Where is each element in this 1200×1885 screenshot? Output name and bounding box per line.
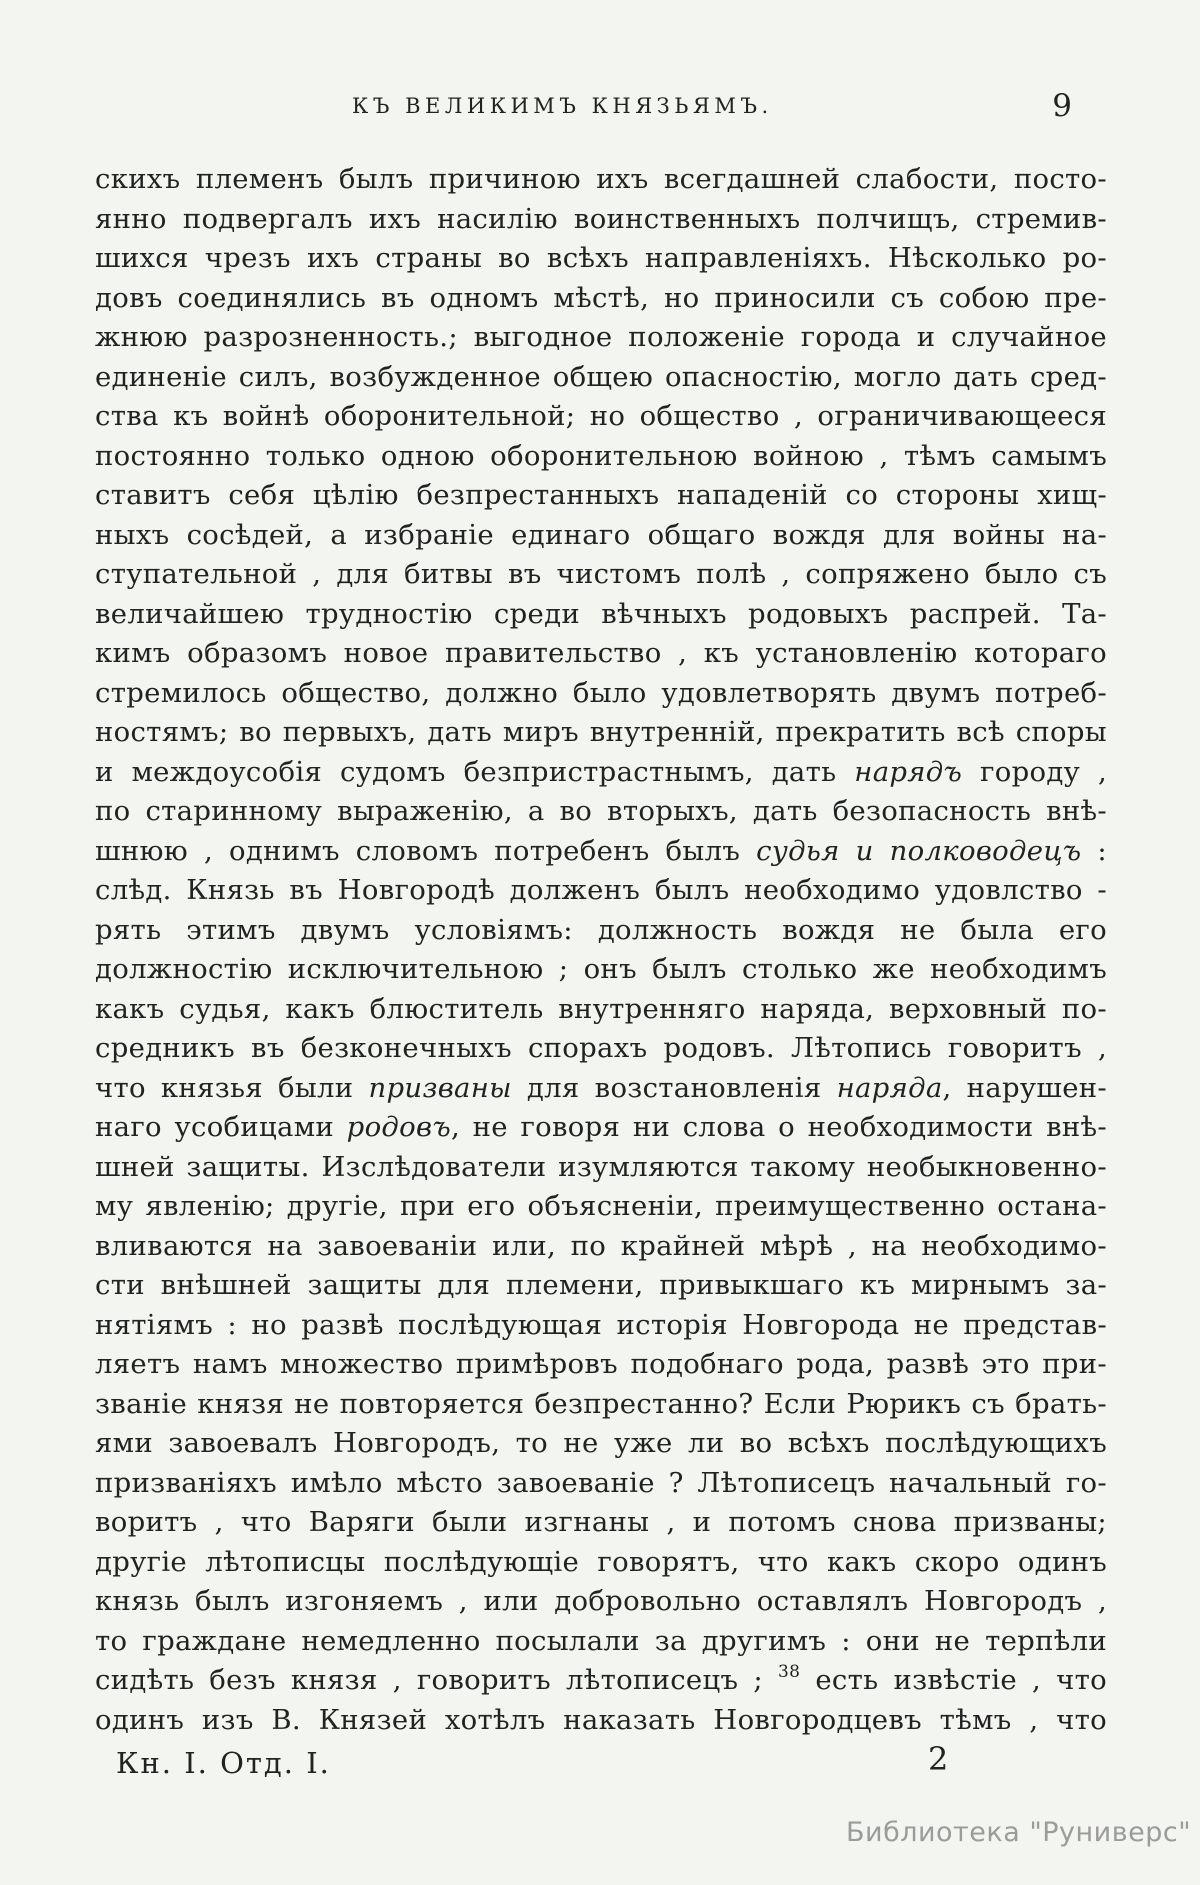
text-line [95,990,1107,1030]
text-line [95,279,1107,319]
text-line [95,634,1107,674]
page-number: 9 [1052,88,1072,124]
text-segment: то граждане немедленно посылали за другимъ : они не терпѣли [95,1624,1107,1657]
text-segment: ставитъ себя цѣлію безпрестанныхъ нападеній со стороны хищ- [95,479,1107,511]
text-segment: шихся чрезъ ихъ страны во всѣхъ направленіяхъ. Нѣсколько ро- [95,242,1107,274]
text-segment: городу , [962,755,1107,788]
text-line [95,358,1107,398]
book-signature: Кн. I. Отд. I. [116,1746,331,1780]
text-segment: единеніе силъ, возбужденное общею опасностію, могло дать сред- [95,360,1107,393]
text-line [95,239,1107,279]
text-segment: ляетъ намъ множество примѣровъ подобнаго рода, развѣ это при- [95,1348,1107,1380]
text-segment: сидѣть безъ князя , говоритъ лѣтописецъ ; [95,1664,779,1696]
text-segment: янно подвергалъ ихъ насилію воинственныхъ полчищъ, стремив- [95,202,1107,235]
text-segment: постоянно только одною оборонительною войною , тѣмъ самымъ [95,439,1107,472]
text-segment: , не говоря ни слова о необходимости внѣ- [450,1111,1107,1143]
text-segment: что князья были [95,1071,369,1104]
text-line [95,871,1107,911]
text-line [95,1543,1107,1583]
text-segment: по старинному выраженію, а во вторыхъ, дать безопасность внѣ- [95,795,1107,827]
text-segment: вливаются на завоеваніи или, по крайней мѣрѣ , на необходимо- [95,1229,1107,1262]
text-line [95,950,1107,990]
text-segment: му явленію; другіе, при его объясненіи, преимущественно остана- [95,1190,1107,1222]
text-segment: ностямъ; во первыхъ, дать миръ внутренній, прекратить всѣ споры [95,716,1107,748]
emphasized-text: родовъ [346,1111,451,1143]
text-segment: стремилось общество, должно было удовлетворять двумъ потреб- [95,676,1107,709]
text-segment: , нарушен- [942,1071,1107,1104]
running-header [0,90,1200,130]
text-segment: ями завоевалъ Новгородъ, то не уже ли во всѣхъ послѣдующихъ [95,1427,1107,1459]
text-line [95,516,1107,556]
text-line [95,1582,1107,1622]
text-line [95,1069,1107,1109]
emphasized-text: судья и полководецъ [756,834,1082,867]
text-segment: слѣд. Князь въ Новгородѣ долженъ былъ необходимо удовлство - [95,874,1107,906]
text-line [95,674,1107,714]
text-segment: ступательной , для битвы въ чистомъ полѣ , сопряжено было съ [95,558,1107,590]
text-segment: ства къ войнѣ оборонительной; но общество , ограничивающееся [95,400,1107,432]
text-line [95,1503,1107,1543]
body-text [95,160,1107,1740]
emphasized-text: призваны [368,1071,512,1104]
text-segment: какъ судья, какъ блюститель внутренняго наряда, верховный по- [95,992,1107,1025]
text-segment: князь былъ изгоняемъ , или добровольно оставлялъ Новгородъ , [95,1585,1107,1617]
text-segment: скихъ племенъ былъ причиною ихъ всегдашней слабости, посто- [95,163,1107,195]
text-line [95,713,1107,753]
text-segment: шнюю , однимъ словомъ потребенъ былъ [95,834,757,867]
text-line [95,437,1107,477]
text-segment: должностію исключительною ; онъ былъ столько же необходимъ [95,953,1107,985]
text-segment: другіе лѣтописцы послѣдующіе говорятъ, что какъ скоро одинъ [95,1545,1107,1578]
library-watermark: Библиотека "Руниверс" [846,1817,1192,1848]
text-line [95,1306,1107,1346]
text-line [95,595,1107,635]
text-segment: призваніяхъ имѣло мѣсто завоеваніе ? Лѣтописецъ начальный го- [95,1466,1107,1499]
text-line [95,1148,1107,1188]
text-line [95,160,1107,200]
text-segment: жнюю разрозненность.; выгодное положеніе города и случайное [95,321,1107,353]
text-line [95,1622,1107,1662]
text-segment: воритъ , что Варяги были изгнаны , и потомъ снова призваны; [95,1506,1107,1538]
text-segment: для возстановленія [511,1071,837,1104]
text-segment: ныхъ сосѣдей, а избраніе единаго общаго вождя для войны на- [95,518,1107,551]
text-line [95,1345,1107,1385]
text-line [95,1187,1107,1227]
text-segment: шней защиты. Изслѣдователи изумляются такому необыкновенно- [95,1150,1107,1183]
text-line [95,1661,1107,1701]
sheet-number: 2 [928,1740,949,1778]
text-line [95,397,1107,437]
text-segment: величайшею трудностію среди вѣчныхъ родовыхъ распрей. Та- [95,597,1107,630]
text-segment: одинъ изъ В. Князей хотѣлъ наказать Новгородцевъ тѣмъ , что [95,1703,1107,1736]
text-line [95,1227,1107,1267]
text-line [95,555,1107,595]
text-line [95,1424,1107,1464]
text-line [95,1701,1107,1741]
emphasized-text: нарядъ [854,755,963,788]
text-line [95,200,1107,240]
text-segment: и междоусобія судомъ безпристрастнымъ, дать [95,755,855,788]
text-line [95,753,1107,793]
text-line [95,1464,1107,1504]
text-line [95,1108,1107,1148]
text-segment: рять этимъ двумъ условіямъ: должность вождя не была его [95,913,1107,946]
text-segment: довъ соединялись въ одномъ мѣстѣ, но приносили съ собою пре- [95,281,1107,314]
text-line [95,318,1107,358]
text-segment: есть извѣстіе , что [800,1664,1107,1696]
text-segment: сти внѣшней защиты для племени, привыкшаго къ мирнымъ за- [95,1269,1107,1301]
text-line [95,476,1107,516]
footnote-reference: 38 [778,1662,801,1682]
text-line [95,911,1107,951]
text-line [95,792,1107,832]
text-segment: наго усобицами [95,1111,347,1143]
text-segment: званіе князя не повторяется безпрестанно? Если Рюрикъ съ брать- [95,1387,1107,1420]
text-segment: : [1081,834,1107,867]
text-line [95,1385,1107,1425]
text-segment: нятіямъ : но развѣ послѣдующая исторія Новгорода не представ- [95,1308,1107,1341]
text-segment: кимъ образомъ новое правительство , къ установленію котораго [95,637,1107,669]
emphasized-text: наряда [836,1071,943,1104]
text-line [95,1266,1107,1306]
text-segment: средникъ въ безконечныхъ спорахъ родовъ. Лѣтопись говоритъ , [95,1032,1107,1064]
text-line [95,1029,1107,1069]
running-header-title: КЪ ВЕЛИКИМЪ КНЯЗЬЯМЪ. [352,94,773,118]
text-line [95,832,1107,872]
